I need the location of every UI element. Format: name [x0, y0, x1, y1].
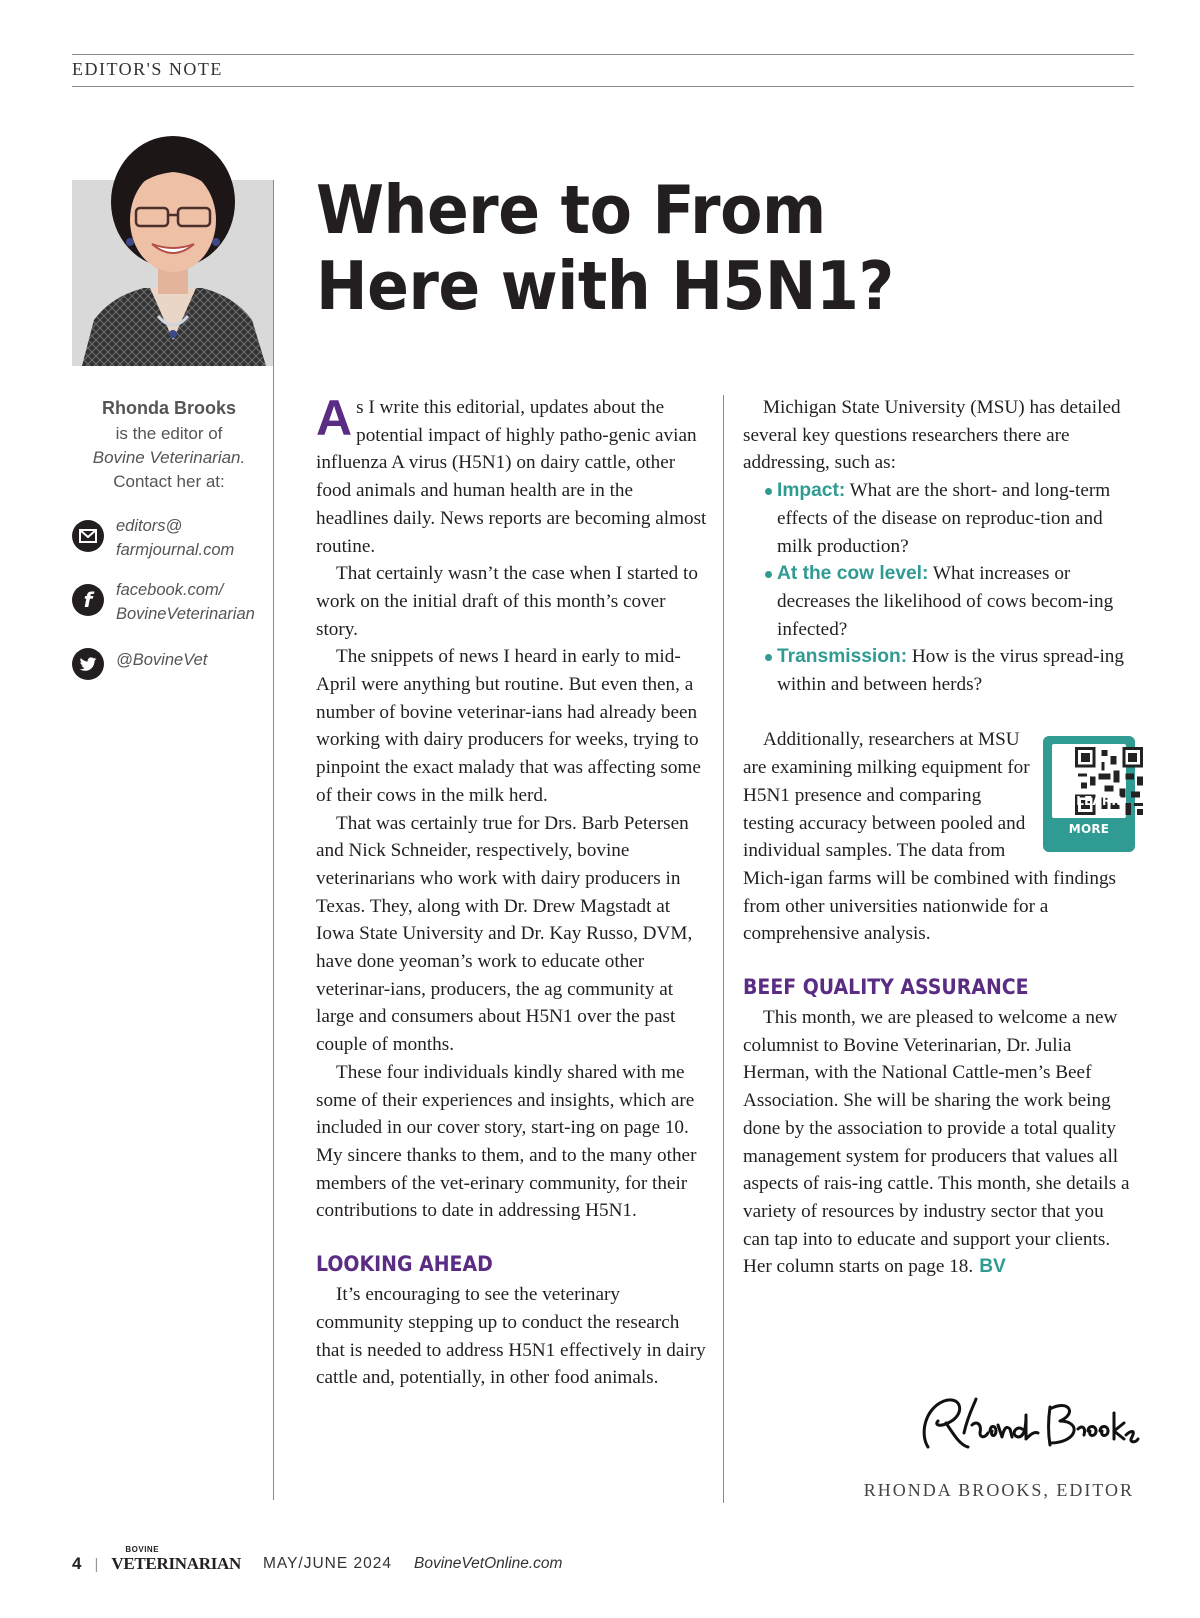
paragraph-1-text: s I write this editorial, updates about the potential impact of highly patho-genic avian influenza A virus (H5N1) on dairy cattle, other food animals and human health are in the headlines daily. News reports are becoming almost routine.	[316, 397, 707, 557]
end-mark: BV	[979, 1256, 1006, 1278]
paragraph-8-text: Additionally, researchers at MSU are examining milking equipment for H5N1 presence and comparing testing accuracy between pooled and individual samples. The data from Mich-igan farms will be combined with findings from other universities nationwide for a comprehensive analysis.	[743, 729, 1117, 945]
editor-photo	[72, 120, 274, 366]
bio-line: is the editor of	[115, 424, 223, 443]
bullet-label: At the cow level:	[777, 563, 929, 585]
bullet-text: What increases or decreases the likelihood of cows becom-ing infected?	[777, 563, 1114, 640]
editor-bio	[72, 396, 266, 494]
paragraph-9-text: This month, we are pleased to welcome a new columnist to Bovine Veterinarian, Dr. Julia Herman, with the National Cattle-men’s Beef Association. She will be sharing the work being done by the association to provide a total quality management system for producers that values all aspects of rais-ing cattle. This month, she details a variety of resources by industry sector that you can tap into to educate and support your clients. Her column starts on page 18.	[743, 1007, 1130, 1278]
email-icon	[72, 520, 104, 552]
bullet-label: Impact:	[777, 480, 846, 502]
masthead-logo	[111, 1545, 241, 1574]
paragraph-8	[743, 726, 1135, 948]
list-item	[763, 643, 1135, 698]
header-bottom-rule	[72, 86, 1134, 87]
contact-email[interactable]	[72, 514, 272, 562]
article-title	[316, 172, 894, 324]
signature-name-title: RHONDA BROOKS, EDITOR	[863, 1480, 1134, 1500]
article-title-line1: Where to From	[316, 171, 826, 249]
masthead-small: BOVINE	[125, 1545, 160, 1554]
list-item	[763, 560, 1135, 643]
paragraph-4: That was certainly true for Drs. Barb Petersen and Nick Schneider, respectively, bovine veterinarians who work with dairy producers in Texas. They, along with Dr. Drew Magstadt at Iowa State University and Dr. Kay Russo, DVM, have done yeoman’s work to educate other veterinar-ians, producers, the ag community at large and consumers about H5N1 over the past couple of months.	[316, 812, 693, 1056]
contact-facebook[interactable]	[72, 578, 272, 626]
learn-more-label: LEARN MORE	[1068, 794, 1122, 836]
article-column-1	[316, 390, 708, 1392]
qr-code-learn-more[interactable]	[1043, 736, 1135, 852]
masthead-text: VETERINARIAN	[111, 1554, 241, 1573]
paragraph-6: It’s encouraging to see the veterinary community stepping up to conduct the research that is needed to address H5N1 effectively in dairy cattle and, potentially, in other food animals.	[316, 1284, 706, 1389]
page-number: 4	[72, 1554, 82, 1573]
contact-facebook-line1: facebook.com/	[116, 581, 224, 599]
contact-twitter-handle: @BovineVet	[116, 651, 208, 669]
paragraph-7: Michigan State University (MSU) has detailed several key questions researchers there are addressing, such as:	[743, 397, 1121, 474]
list-item	[763, 477, 1135, 560]
twitter-icon	[72, 648, 104, 680]
contact-email-line1: editors@	[116, 517, 183, 535]
bio-publication: Bovine Veterinarian.	[92, 448, 246, 467]
bullet-text: How is the virus spread-ing within and between herds?	[777, 646, 1124, 696]
drop-cap: A	[316, 390, 353, 446]
paragraph-1	[316, 390, 708, 560]
paragraph-3: The snippets of news I heard in early to mid-April were anything but routine. But even then, a number of bovine veterinar-ians had already been working with dairy producers for weeks, trying to pinpoint the exact malady that was affecting some of their cows in the milk herd.	[316, 646, 701, 806]
bio-contact-line: Contact her at:	[113, 472, 225, 491]
sidebar-divider	[273, 180, 274, 1500]
article-column-2	[743, 394, 1135, 1281]
website-link[interactable]: BovineVetOnline.com	[413, 1555, 563, 1572]
page-footer	[72, 1545, 563, 1574]
paragraph-2: That certainly wasn’t the case when I started to work on the initial draft of this month’s cover story.	[316, 563, 698, 640]
issue-date: MAY/JUNE 2024	[262, 1555, 392, 1572]
contact-twitter[interactable]	[72, 648, 272, 680]
contact-email-line2: farmjournal.com	[116, 541, 235, 559]
article-title-line2: Here with H5N1?	[316, 247, 894, 325]
section-label: EDITOR'S NOTE	[72, 59, 223, 79]
paragraph-9	[743, 1004, 1135, 1281]
footer-separator: |	[94, 1555, 99, 1573]
research-questions-list	[743, 477, 1135, 699]
facebook-icon: f	[72, 584, 104, 616]
editor-name: Rhonda Brooks	[101, 398, 236, 418]
contact-facebook-line2: BovineVeterinarian	[116, 605, 255, 623]
column-divider	[723, 395, 724, 1503]
heading-beef-quality-assurance: BEEF QUALITY ASSURANCE	[743, 975, 1029, 1000]
header-top-rule	[72, 54, 1134, 55]
heading-looking-ahead: LOOKING AHEAD	[316, 1252, 493, 1277]
bullet-label: Transmission:	[777, 646, 908, 668]
editor-signature	[910, 1385, 1140, 1465]
paragraph-5: These four individuals kindly shared with me some of their experiences and insights, which are included in our cover story, start-ing on page 10. My sincere thanks to them, and to the many other members of the vet-erinary community, for their contributions to date in addressing H5N1.	[316, 1061, 697, 1222]
bullet-text: What are the short- and long-term effects of the disease on reproduc-tion and milk production?	[777, 480, 1111, 557]
